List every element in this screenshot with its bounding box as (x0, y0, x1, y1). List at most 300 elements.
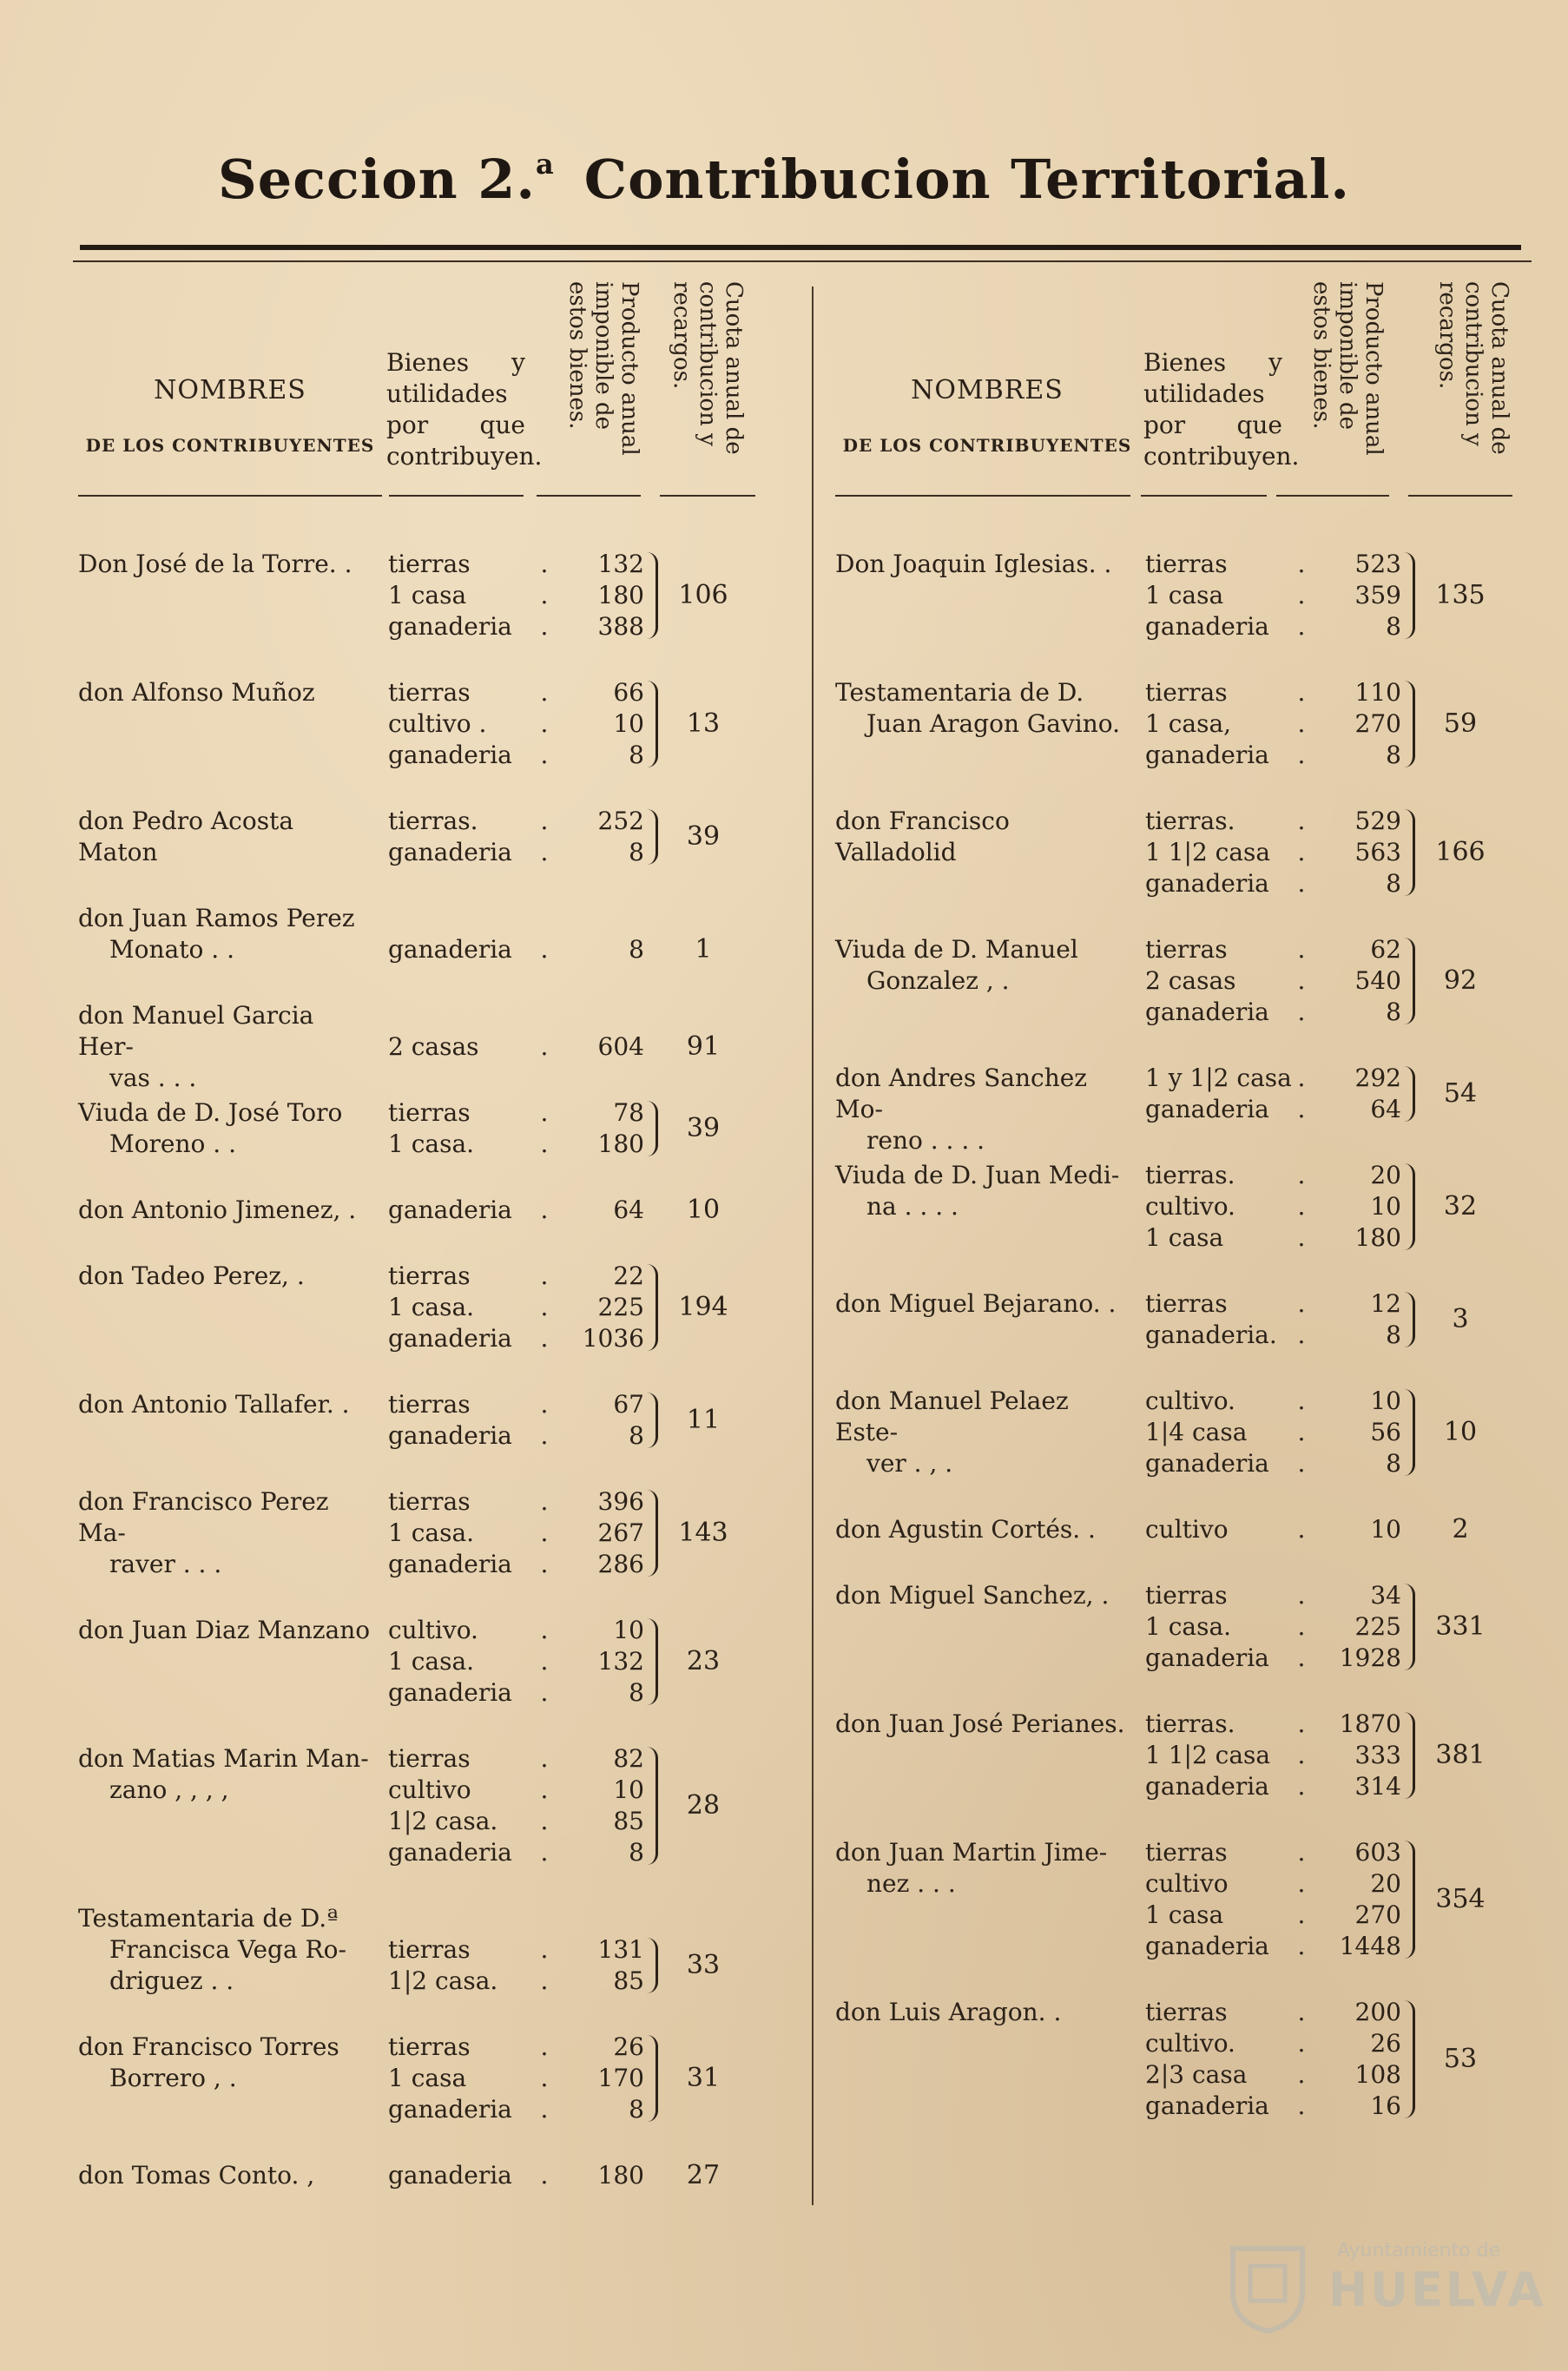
contributor-name-line: don Manuel Garcia Her- (78, 1001, 314, 1061)
property-items (388, 2160, 790, 2191)
property-type: tierras (1145, 1289, 1228, 1318)
contributor-name (78, 903, 373, 965)
leader-dot: . (540, 935, 549, 964)
leader-dot: . (1297, 1192, 1306, 1221)
producto-value: 267 (597, 1518, 644, 1547)
bracket-brace (647, 1618, 658, 1705)
contributor-entry (78, 1615, 790, 1709)
contributor-entry (78, 1389, 790, 1452)
left-column-header (78, 271, 790, 497)
names-header (835, 375, 1139, 456)
title-text: Contribucion Territorial. (583, 148, 1350, 211)
contributor-name-line: don Alfonso Muñoz (78, 678, 315, 707)
contributor-name-line: Testamentaria de D.ª (78, 1904, 339, 1933)
cuota-value: 31 (686, 2063, 721, 2093)
leader-dot: . (540, 1807, 549, 1835)
property-row (1145, 806, 1547, 837)
property-type: ganaderia (1145, 612, 1269, 641)
contributor-name (835, 549, 1130, 580)
contributor-name-line: Viuda de D. Juan Medi- (835, 1161, 1120, 1189)
property-items (1145, 1160, 1547, 1254)
cuota-value: 3 (1452, 1304, 1469, 1334)
names-header-subtitle: DE LOS CONTRIBUYENTES (842, 435, 1132, 456)
contributor-name (78, 1486, 373, 1580)
leader-dot: . (1297, 2029, 1306, 2058)
producto-header: Producto anual imponible de estos bienes. (1308, 281, 1387, 456)
contributor-name-line: don Juan Ramos Perez (78, 904, 355, 932)
bracket-brace (1404, 1292, 1415, 1347)
property-row (1145, 1222, 1547, 1254)
contributor-entry (835, 1580, 1547, 1674)
leader-dot: . (540, 1616, 549, 1644)
property-row (388, 1615, 790, 1646)
leader-dot: . (1297, 1223, 1306, 1252)
property-type: cultivo. (1145, 1386, 1235, 1415)
leader-dot: . (1297, 709, 1306, 738)
property-type: ganaderia (1145, 741, 1269, 769)
producto-value: 20 (1370, 1161, 1401, 1189)
leader-dot: . (540, 1487, 549, 1516)
producto-value: 8 (629, 1838, 644, 1867)
property-row (1145, 1997, 1547, 2028)
leader-dot: . (540, 2032, 549, 2061)
property-type: 1 casa. (388, 1293, 475, 1321)
property-type: 1 casa. (388, 1647, 475, 1676)
contributor-entry (78, 677, 790, 771)
producto-value: 16 (1370, 2091, 1401, 2120)
property-items (388, 1389, 790, 1452)
producto-value: 10 (613, 1616, 644, 1644)
property-type: 1 casa (1145, 1223, 1224, 1252)
property-items (1145, 1709, 1547, 1802)
property-type: ganaderia (388, 1678, 512, 1707)
producto-value: 10 (1370, 1515, 1401, 1544)
property-items (1145, 1063, 1547, 1125)
right-column (835, 271, 1547, 2157)
property-items (1145, 1386, 1547, 1479)
producto-value: 10 (1370, 1192, 1401, 1221)
leader-dot: . (540, 1744, 549, 1773)
leader-dot: . (1297, 869, 1306, 898)
contributor-name-line: vas . . . (109, 1064, 197, 1092)
bracket-brace (647, 1393, 658, 1448)
contributor-name-line: Francisca Vega Ro- (109, 1935, 346, 1964)
contributor-entry (835, 1288, 1547, 1351)
leader-dot: . (1297, 581, 1306, 609)
contributor-name (78, 677, 373, 708)
leader-dot: . (1297, 1449, 1306, 1478)
property-type: 1 casa. (1145, 1612, 1232, 1641)
property-row (1145, 1580, 1547, 1611)
property-row (1145, 868, 1547, 899)
column-divider (812, 286, 814, 2205)
property-row (388, 1323, 790, 1354)
cuota-value: 166 (1435, 837, 1486, 867)
property-items (1145, 1837, 1547, 1962)
property-row (388, 611, 790, 642)
contributor-name (78, 2160, 373, 2191)
leader-dot: . (540, 807, 549, 835)
property-type: tierras. (1145, 807, 1235, 835)
bracket-brace (1404, 1712, 1415, 1799)
leader-dot: . (1297, 550, 1306, 578)
property-type: ganaderia (388, 935, 512, 964)
property-row (388, 1549, 790, 1580)
producto-value: 270 (1354, 1900, 1401, 1929)
producto-value: 78 (613, 1098, 644, 1127)
cuota-value: 381 (1435, 1740, 1486, 1770)
leader-dot: . (1297, 1386, 1306, 1415)
property-type: 1 casa (388, 2064, 467, 2092)
producto-value: 1448 (1339, 1932, 1401, 1960)
contributor-name (78, 1000, 373, 1094)
contributor-name (835, 1160, 1130, 1222)
bracket-brace (647, 1101, 658, 1156)
contributor-entry (78, 806, 790, 868)
property-type: tierras (388, 1390, 471, 1419)
property-row (1145, 1448, 1547, 1479)
leader-dot: . (540, 1261, 549, 1290)
contributor-name (78, 1389, 373, 1420)
leader-dot: . (1297, 1064, 1306, 1092)
bracket-brace (647, 1264, 658, 1351)
producto-value: 8 (1386, 869, 1401, 898)
producto-value: 56 (1370, 1418, 1401, 1446)
property-items (388, 2032, 790, 2125)
leader-dot: . (540, 1550, 549, 1578)
producto-value: 270 (1354, 709, 1401, 738)
cuota-header: Cuota anual de contribucion y recargos. (1434, 281, 1512, 455)
property-items (388, 677, 790, 771)
contributor-entry (835, 1386, 1547, 1479)
property-items (388, 549, 790, 642)
cuota-value: 106 (678, 580, 728, 610)
producto-value: 20 (1370, 1869, 1401, 1898)
producto-value: 8 (1386, 1321, 1401, 1349)
contributor-name (835, 1514, 1130, 1545)
leader-dot: . (1297, 1418, 1306, 1446)
cuota-value: 33 (686, 1950, 721, 1980)
cuota-value: 59 (1443, 708, 1478, 739)
producto-value: 132 (597, 1647, 644, 1676)
bracket-brace (1404, 1841, 1415, 1959)
bracket-brace (1404, 552, 1415, 639)
contributor-name-line: reno . . . . (866, 1126, 985, 1155)
producto-value: 8 (629, 1678, 644, 1707)
property-type: ganaderia (1145, 1932, 1269, 1960)
title-rule-thick (80, 245, 1521, 250)
leader-dot: . (540, 612, 549, 641)
contributor-entry (835, 1997, 1547, 2122)
property-type: ganaderia (1145, 1095, 1269, 1123)
contributor-name-line: zano , , , , (109, 1775, 229, 1804)
producto-value: 8 (629, 838, 644, 866)
contributor-entry (835, 1514, 1547, 1545)
producto-value: 8 (629, 935, 644, 964)
leader-dot: . (540, 550, 549, 578)
property-type: cultivo . (388, 709, 487, 738)
property-type: ganaderia (388, 1324, 512, 1353)
header-rule (660, 495, 755, 497)
contributor-name-line: don Luis Aragon. . (835, 1998, 1062, 2026)
producto-value: 64 (1370, 1095, 1401, 1123)
bracket-brace (647, 809, 658, 865)
property-row (1145, 549, 1547, 580)
contributor-name (835, 806, 1130, 868)
property-type: ganaderia (1145, 998, 1269, 1026)
producto-value: 252 (597, 807, 644, 835)
header-rule (78, 495, 382, 497)
producto-value: 286 (597, 1550, 644, 1578)
contributor-name-line: don Pedro Acosta Maton (78, 807, 294, 866)
property-type: ganaderia (388, 1195, 512, 1224)
producto-value: 85 (613, 1807, 644, 1835)
producto-value: 8 (629, 2095, 644, 2124)
leader-dot: . (540, 2161, 549, 2190)
leader-dot: . (1297, 741, 1306, 769)
property-items (388, 1261, 790, 1354)
contributor-entry (78, 903, 790, 965)
leader-dot: . (1297, 1932, 1306, 1960)
contributor-name-line: Testamentaria de D. (835, 678, 1084, 707)
leader-dot: . (1297, 1643, 1306, 1672)
property-type: tierras (1145, 1998, 1228, 2026)
header-rule (1408, 495, 1512, 497)
producto-value: 396 (597, 1487, 644, 1516)
producto-value: 10 (613, 709, 644, 738)
property-type: 1 casa, (1145, 709, 1232, 738)
producto-value: 170 (597, 2064, 644, 2092)
property-type: cultivo. (1145, 2029, 1235, 2058)
property-type: ganaderia (1145, 869, 1269, 898)
contributor-entry (78, 1097, 790, 1160)
leader-dot: . (540, 741, 549, 769)
property-items (388, 1097, 790, 1160)
leader-dot: . (1297, 998, 1306, 1026)
property-items (1145, 1288, 1547, 1351)
bracket-brace (1404, 1163, 1415, 1250)
contributor-name-line: Borrero , . (109, 2064, 237, 2092)
cuota-value: 194 (678, 1292, 728, 1322)
property-row (1145, 1709, 1547, 1740)
leader-dot: . (1297, 1900, 1306, 1929)
property-row (388, 2032, 790, 2063)
leader-dot: . (540, 1678, 549, 1707)
property-type: ganaderia (388, 741, 512, 769)
title-rule-thin (73, 260, 1532, 262)
property-type: 1|4 casa (1145, 1418, 1248, 1446)
bracket-brace (1404, 681, 1415, 767)
property-items (1145, 1997, 1547, 2122)
property-type: ganaderia (388, 1550, 512, 1578)
leader-dot: . (1297, 966, 1306, 995)
cuota-value: 23 (686, 1646, 721, 1676)
leader-dot: . (1297, 935, 1306, 964)
contributor-entry (78, 1903, 790, 1997)
property-type: 2|3 casa (1145, 2060, 1248, 2089)
producto-value: 180 (597, 2161, 644, 2190)
leader-dot: . (540, 838, 549, 866)
left-column (78, 271, 790, 2226)
property-type: 1 1|2 casa (1145, 1741, 1271, 1769)
names-header-subtitle: DE LOS CONTRIBUYENTES (85, 435, 375, 456)
contributor-name-line: don Antonio Tallafer. . (78, 1390, 350, 1419)
property-type: tierras (388, 1098, 471, 1127)
contributor-name-line: don Juan Diaz Manzano (78, 1616, 371, 1644)
producto-value: 10 (1370, 1386, 1401, 1415)
cuota-value: 92 (1443, 965, 1478, 996)
leader-dot: . (1297, 1581, 1306, 1610)
property-type: cultivo. (388, 1616, 478, 1644)
producto-value: 1870 (1339, 1709, 1401, 1738)
leader-dot: . (1297, 838, 1306, 866)
leader-dot: . (540, 1518, 549, 1547)
cuota-value: 143 (678, 1518, 728, 1548)
leader-dot: . (540, 581, 549, 609)
bienes-header: Bienes y utilidades por que contribuyen. (1143, 348, 1300, 471)
contributor-entry (78, 1000, 790, 1092)
bracket-brace (647, 1490, 658, 1577)
property-type: tierras (388, 2032, 471, 2061)
contributor-name-line: don Francisco Valladolid (835, 807, 1010, 866)
property-items (388, 1486, 790, 1580)
contributor-name-line: raver . . . (109, 1550, 222, 1578)
producto-value: 563 (1354, 838, 1401, 866)
contributor-name-line: ver . , . (866, 1449, 953, 1478)
contributor-entry (78, 1195, 790, 1226)
producto-value: 66 (613, 678, 644, 707)
contributor-entry (78, 1486, 790, 1580)
right-entries (835, 549, 1547, 2122)
producto-value: 64 (613, 1195, 644, 1224)
property-type: cultivo. (1145, 1192, 1235, 1221)
leader-dot: . (1297, 1709, 1306, 1738)
header-rule (389, 495, 524, 497)
property-type: tierras. (1145, 1709, 1235, 1738)
producto-value: 10 (613, 1775, 644, 1804)
property-type: cultivo (1145, 1869, 1229, 1898)
right-column-header (835, 271, 1547, 497)
leader-dot: . (1297, 1161, 1306, 1189)
bracket-brace (647, 552, 658, 639)
property-row (1145, 1386, 1547, 1417)
property-row (388, 740, 790, 771)
contributor-name (78, 1743, 373, 1806)
property-type: ganaderia (388, 1421, 512, 1450)
contributor-entry (78, 2160, 790, 2191)
cuota-value: 53 (1443, 2044, 1478, 2074)
producto-value: 180 (1354, 1223, 1401, 1252)
producto-value: 200 (1354, 1998, 1401, 2026)
contributor-name-line: don Tomas Conto. , (78, 2161, 315, 2190)
producto-value: 108 (1354, 2060, 1401, 2089)
property-type: 1|2 casa. (388, 1807, 498, 1835)
title-superscript: a (536, 148, 555, 181)
leader-dot: . (540, 678, 549, 707)
contributor-name-line: don Tadeo Perez, . (78, 1261, 305, 1290)
property-type: tierras (388, 550, 471, 578)
leader-dot: . (1297, 1772, 1306, 1801)
property-items (388, 1000, 790, 1063)
property-type: ganaderia (388, 612, 512, 641)
producto-value: 22 (613, 1261, 644, 1290)
producto-value: 8 (1386, 612, 1401, 641)
producto-value: 359 (1354, 581, 1401, 609)
leader-dot: . (540, 1838, 549, 1867)
contributor-name-line: don Matias Marin Man- (78, 1744, 369, 1773)
property-type: ganaderia (388, 2095, 512, 2124)
cuota-value: 135 (1435, 580, 1486, 610)
property-type: 1 casa (388, 581, 467, 609)
property-type: tierras (1145, 1581, 1228, 1610)
contributor-name (78, 1615, 373, 1646)
property-type: 1|2 casa. (388, 1966, 498, 1995)
property-row (388, 677, 790, 708)
contributor-name (835, 677, 1130, 740)
property-type: ganaderia (388, 838, 512, 866)
producto-value: 12 (1370, 1289, 1401, 1318)
contributor-entry (78, 1743, 790, 1868)
bracket-brace (1404, 1389, 1415, 1476)
property-type: tierras (1145, 550, 1228, 578)
contributor-name (78, 2032, 373, 2094)
leader-dot: . (540, 1647, 549, 1676)
producto-value: 26 (613, 2032, 644, 2061)
property-type: 1 casa. (388, 1518, 475, 1547)
leader-dot: . (540, 709, 549, 738)
producto-value: 131 (597, 1935, 644, 1964)
property-type: tierras (1145, 678, 1228, 707)
property-type: tierras. (388, 807, 478, 835)
contributor-name (835, 1997, 1130, 2028)
contributor-entry (78, 1261, 790, 1354)
contributor-entry (835, 1709, 1547, 1802)
contributor-name (78, 549, 373, 580)
property-row (1145, 934, 1547, 965)
contributor-name-line: don Miguel Sanchez, . (835, 1581, 1110, 1610)
leader-dot: . (1297, 1289, 1306, 1318)
producto-value: 132 (597, 550, 644, 578)
leader-dot: . (1297, 678, 1306, 707)
contributor-name (835, 934, 1130, 997)
producto-value: 529 (1354, 807, 1401, 835)
property-items (1145, 677, 1547, 771)
property-type: tierras (1145, 1838, 1228, 1867)
property-items (388, 806, 790, 868)
contributor-name-line: Monato . . (109, 935, 234, 964)
property-type: tierras (388, 1487, 471, 1516)
bracket-brace (647, 2035, 658, 2122)
leader-dot: . (540, 1966, 549, 1995)
bracket-brace (1404, 809, 1415, 896)
property-type: ganaderia (388, 2161, 512, 2190)
property-type: 1 y 1|2 casa (1145, 1064, 1292, 1092)
producto-value: 540 (1354, 966, 1401, 995)
leader-dot: . (540, 1293, 549, 1321)
cuota-value: 27 (686, 2160, 721, 2190)
producto-value: 82 (613, 1744, 644, 1773)
title-section: Seccion 2. (217, 148, 536, 211)
contributor-name-line: don Antonio Jimenez, . (78, 1195, 357, 1224)
producto-value: 8 (1386, 998, 1401, 1026)
producto-value: 1036 (582, 1324, 644, 1353)
contributor-entry (835, 1837, 1547, 1962)
contributor-name-line: don Miguel Bejarano. . (835, 1289, 1117, 1318)
property-row (388, 1837, 790, 1868)
property-type: ganaderia (1145, 1449, 1269, 1478)
property-row (1145, 611, 1547, 642)
leader-dot: . (1297, 1321, 1306, 1349)
